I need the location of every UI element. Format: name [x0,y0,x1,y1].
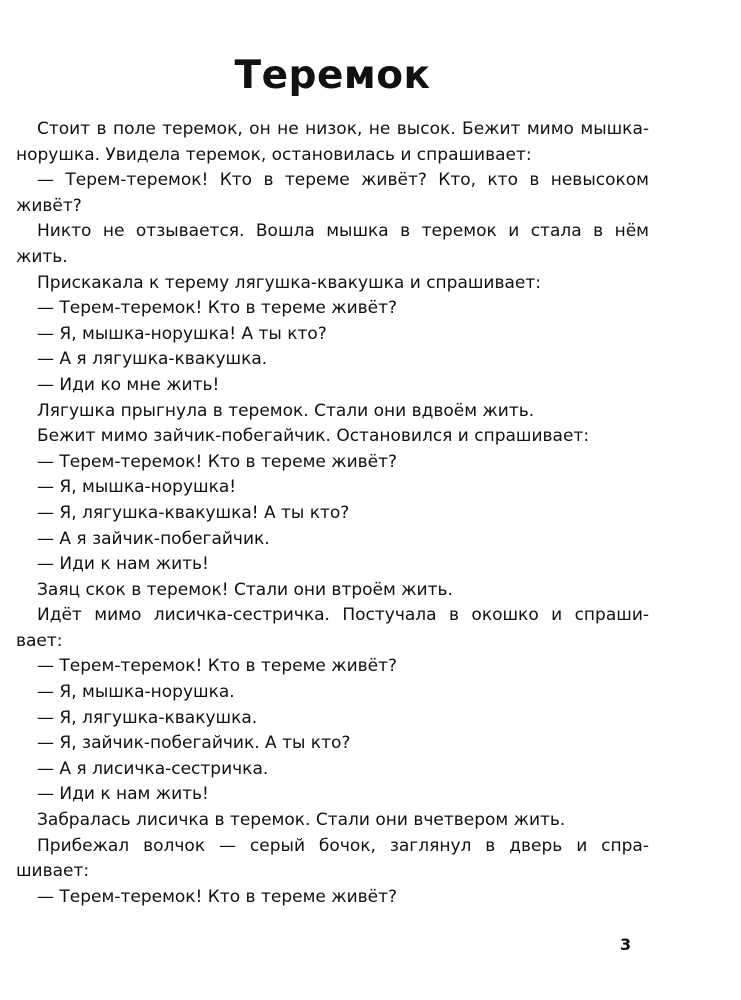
text-line: — Терем-теремок! Кто в тереме живёт? [37,451,398,472]
text-line: — Терем-теремок! Кто в тереме живёт? Кто, кто в невысоком [37,170,649,191]
text-line: Стоит в поле теремок, он не низок, не высок. Бежит мимо мышка- [37,119,649,139]
text-line: — А я лягушка-квакушка. [37,349,268,370]
text-line: — Я, мышка-норушка. [37,682,235,703]
text-line: — Иди ко мне жить! [37,374,220,395]
text-line: Идёт мимо лисичка-сестричка. Постучала в окошко и спраши- [37,605,649,626]
text-line: — Иди к нам жить! [37,554,209,575]
text-line: шивает: [16,861,90,882]
text-line: Лягушка прыгнула в теремок. Стали они вдвоём жить. [37,400,535,421]
text-line: норушка. Увидела теремок, остановилась и спрашивает: [16,144,532,165]
text-line: — Иди к нам жить! [37,784,209,805]
text-line: Прибежал волчок — серый бочок, заглянул в дверь и спра- [37,835,649,856]
page-title: Теремок [234,53,431,98]
story-text [16,117,649,910]
text-line: — Я, лягушка-квакушка. [37,707,258,728]
text-line: — Я, мышка-норушка! [37,477,237,498]
text-line: — Терем-теремок! Кто в тереме живёт? [37,886,398,907]
text-line: — Я, зайчик-побегайчик. А ты кто? [37,733,351,754]
page-number: 3 [620,935,632,954]
text-line: жить. [16,246,68,267]
text-line: живёт? [16,195,82,216]
text-line: — Я, лягушка-квакушка! А ты кто? [37,502,350,523]
text-line: — Терем-теремок! Кто в тереме живёт? [37,298,398,319]
text-line: Прискакала к терему лягушка-квакушка и спрашивает: [37,272,541,293]
text-line: — А я лисичка-сестричка. [37,758,269,779]
text-line: — Я, мышка-норушка! А ты кто? [37,323,327,344]
text-line: Никто не отзывается. Вошла мышка в теремок и стала в нём [37,221,649,242]
text-line: вает: [16,630,63,651]
text-line: — Терем-теремок! Кто в тереме живёт? [37,656,398,677]
text-line: Бежит мимо зайчик-побегайчик. Остановился и спрашивает: [37,426,590,447]
text-line: Заяц скок в теремок! Стали они втроём жить. [37,579,453,600]
text-line: — А я зайчик-побегайчик. [37,528,270,549]
text-line: Забралась лисичка в теремок. Стали они вчетвером жить. [37,810,566,831]
